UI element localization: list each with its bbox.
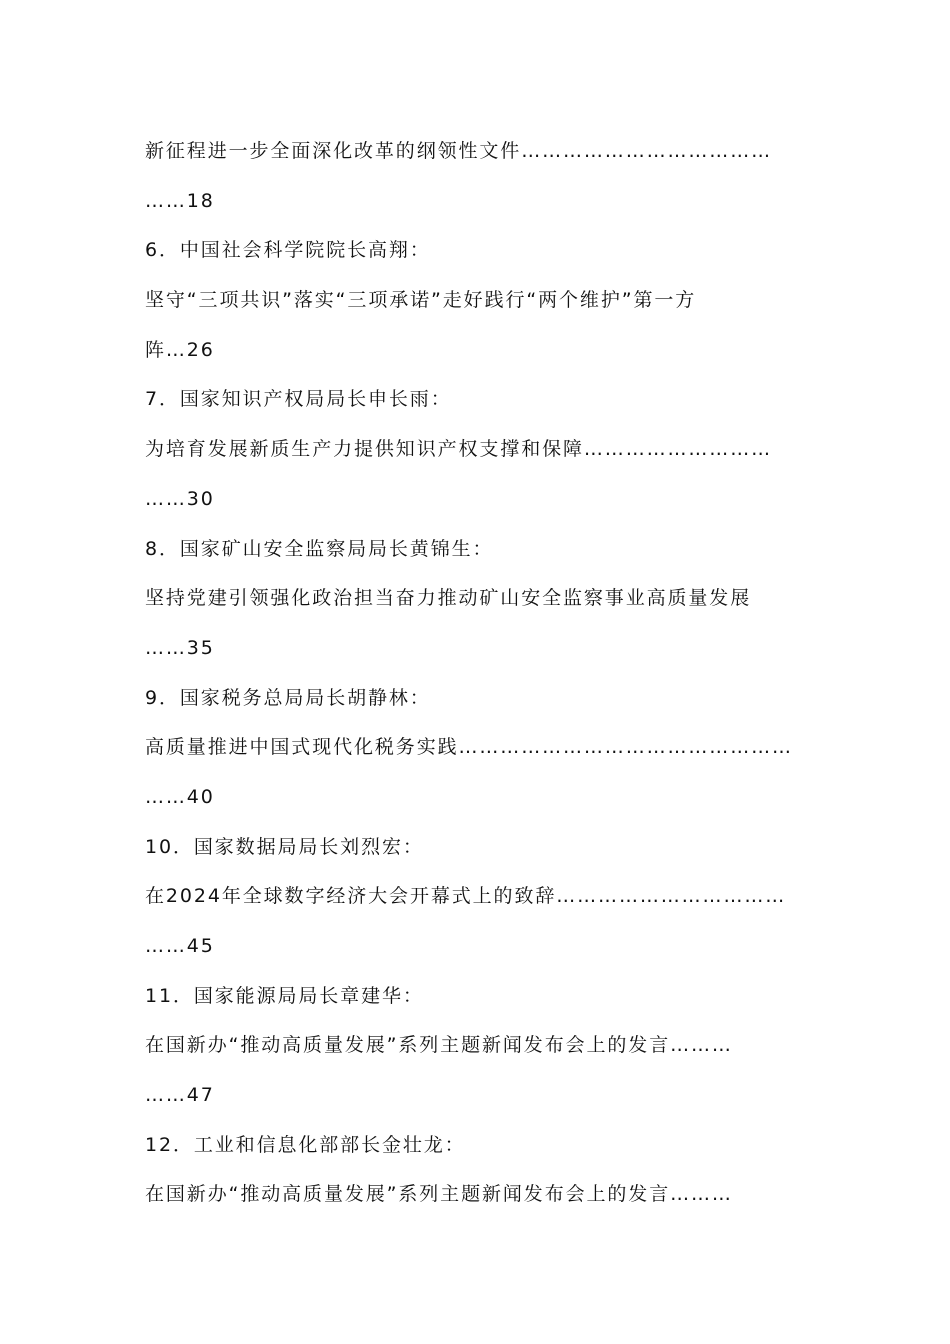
toc-heading: 10．国家数据局局长刘烈宏： bbox=[145, 835, 424, 858]
toc-entry-title: 坚持党建引领强化政治担当奋力推动矿山安全监察事业高质量发展 bbox=[145, 587, 752, 610]
toc-entry-title-continuation: 新征程进一步全面深化改革的纲领性文件……………………………… bbox=[145, 140, 773, 162]
toc-heading: 11．国家能源局局长章建华： bbox=[145, 984, 424, 1007]
toc-entry-title: 在国新办“推动高质量发展”系列主题新闻发布会上的发言……… bbox=[145, 1034, 733, 1057]
toc-entry-title: 为培育发展新质生产力提供知识产权支撑和保障……………………… bbox=[145, 438, 773, 461]
toc-heading: 12．工业和信息化部部长金壮龙： bbox=[145, 1133, 466, 1156]
toc-content bbox=[145, 127, 810, 1220]
toc-heading: 6．中国社会科学院院长高翔： bbox=[145, 239, 431, 262]
toc-page-number: ……30 bbox=[145, 487, 215, 510]
toc-entry-title: 坚守“三项共识”落实“三项承诺”走好践行“两个维护”第一方 bbox=[145, 289, 697, 312]
toc-page-number: ……35 bbox=[145, 636, 215, 659]
toc-entry-title: 高质量推进中国式现代化税务实践………………………………………… bbox=[145, 736, 793, 759]
toc-heading: 9．国家税务总局局长胡静林： bbox=[145, 686, 431, 709]
toc-heading: 8．国家矿山安全监察局局长黄锦生： bbox=[145, 537, 494, 560]
toc-page-number: ……45 bbox=[145, 935, 215, 957]
toc-heading: 7．国家知识产权局局长申长雨： bbox=[145, 388, 452, 411]
toc-entry-title: 在国新办“推动高质量发展”系列主题新闻发布会上的发言……… bbox=[145, 1183, 733, 1206]
toc-page-number: ……47 bbox=[145, 1084, 215, 1107]
toc-page-number: 阵…26 bbox=[145, 338, 215, 361]
toc-page-number: ……40 bbox=[145, 785, 215, 808]
toc-page-number: ……18 bbox=[145, 189, 215, 212]
toc-entry-title: 在2024年全球数字经济大会开幕式上的致辞…………………………… bbox=[145, 885, 787, 908]
